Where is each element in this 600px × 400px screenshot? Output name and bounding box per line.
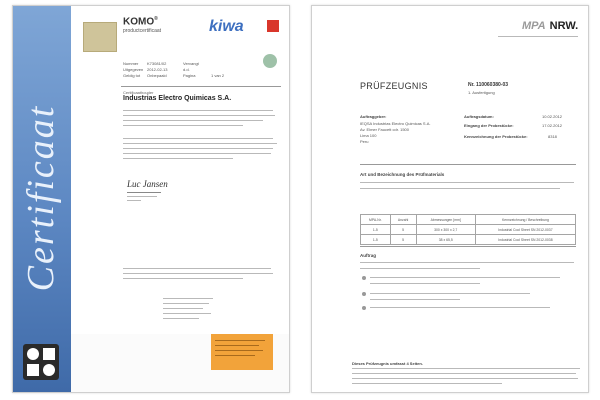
table-row: [361, 225, 576, 235]
text-line: [215, 345, 259, 346]
kiwa-logo: kiwa: [209, 18, 244, 35]
table-header: Anzahl: [390, 215, 416, 225]
logo-shape: [43, 348, 55, 360]
komo-brand-mark: ®: [154, 16, 158, 22]
table-cell: Industrial Cool Sheet SN 2012-0037: [475, 225, 575, 235]
text-line: [352, 373, 576, 374]
document-edition: 1. Ausfertigung: [468, 90, 495, 95]
table-cell: 38 x 65,5: [416, 235, 475, 245]
client-line: Lima 100: [360, 133, 377, 138]
text-line: [370, 307, 550, 308]
client-line: IEQSA Industrias Electro Quimicas S.A.: [360, 121, 431, 126]
text-line: [123, 158, 233, 159]
certificate-meta: [123, 60, 273, 78]
text-line: [123, 115, 275, 116]
text-line: [123, 120, 263, 121]
logo-shape: [27, 348, 39, 360]
text-line: [360, 182, 574, 183]
table-cell: Industrial Cool Sheet SN 2012-0038: [475, 235, 575, 245]
table-cell: 1-5: [361, 235, 391, 245]
certificate-side-band: [13, 6, 71, 392]
text-line: [123, 268, 271, 269]
table-header: Kennzeichnung / Beschreibung: [475, 215, 575, 225]
text-line: [163, 308, 203, 309]
meta-label: Vervangt: [183, 60, 199, 66]
logo-shape: [27, 364, 39, 376]
meta-value: Onbepaald: [147, 72, 167, 78]
text-line: [352, 378, 578, 379]
order-date-label: Auftragsdatum:: [464, 114, 494, 119]
text-line: [370, 277, 560, 278]
table-cell: 5: [390, 225, 416, 235]
text-line: [163, 303, 209, 304]
signature: Luc Jansen: [127, 179, 168, 189]
table-cell: 1-5: [361, 225, 391, 235]
logo-shape: [43, 364, 55, 376]
pruefzeugnis-page: [311, 5, 589, 393]
footer-note: Dieses Prüfzeugnis umfasst 4 Seiten.: [352, 361, 423, 366]
text-line: [123, 148, 273, 149]
holder-label: Certificaathouder: [123, 90, 154, 95]
text-line: [123, 138, 273, 139]
section-material-title: Art und Bezeichnung des Prüfmaterials: [360, 172, 445, 177]
client-line: Peru: [360, 139, 369, 144]
text-line: [163, 318, 199, 319]
text-line: [127, 200, 141, 201]
text-line: [215, 355, 255, 356]
certificate-hologram-icon: [83, 22, 117, 52]
table-row: [361, 235, 576, 245]
text-line: [215, 350, 263, 351]
meta-label: Geldig tot: [123, 72, 141, 78]
meta-label: Uitgegeven: [123, 66, 144, 72]
text-line: [370, 299, 460, 300]
text-line: [360, 188, 560, 189]
text-line: [123, 143, 277, 144]
client-label: Auftraggeber:: [360, 114, 387, 119]
komo-brand: [123, 16, 158, 27]
holder-name: Industrias Electro Quimicas S.A.: [123, 95, 232, 102]
text-line: [163, 313, 211, 314]
marking-label: Kennzeichnung der Probestücke:: [464, 134, 528, 139]
text-line: [123, 125, 243, 126]
meta-row: [123, 72, 273, 78]
text-line: [352, 383, 502, 384]
table-header: Abmessungen [mm]: [416, 215, 475, 225]
order-date-value: 10.02.2012: [542, 114, 563, 119]
text-line: [127, 196, 157, 197]
kiwa-flag-icon: [267, 20, 279, 32]
table-cell: 300 x 300 x 2,7: [416, 225, 475, 235]
receipt-label: Eingang der Probestücke:: [464, 123, 514, 128]
mpa-logo-left: MPA: [522, 20, 546, 32]
client-line: Av. Elmer Faucett cdr. 1500: [360, 127, 409, 132]
text-line: [352, 368, 580, 369]
komo-subtitle: productcertificaat: [123, 28, 162, 34]
meta-label: Nummer: [123, 60, 139, 66]
sample-table: [360, 214, 576, 245]
marking-value: 8318: [548, 134, 557, 139]
meta-label: d.d.: [183, 66, 190, 72]
text-line: [163, 298, 213, 299]
bullet-icon: [362, 306, 366, 310]
signature-line: [127, 192, 161, 193]
bullet-icon: [362, 292, 366, 296]
document-number: Nr. 110060380-03: [468, 82, 509, 88]
document-title: PRÜFZEUGNIS: [360, 81, 428, 91]
table-header-row: [361, 215, 576, 225]
mpa-logo-right: NRW.: [549, 20, 579, 32]
receipt-value: 17.02.2012: [542, 123, 563, 128]
text-line: [360, 262, 574, 263]
text-line: [123, 278, 243, 279]
table-cell: 5: [390, 235, 416, 245]
certificate-orange-box: [211, 334, 273, 370]
table-header: MPA-Nr.: [361, 215, 391, 225]
text-line: [370, 293, 530, 294]
text-line: [123, 110, 273, 111]
meta-value: 1 van 2: [211, 72, 225, 78]
meta-value: 2012-02-13: [147, 66, 168, 72]
text-line: [123, 273, 273, 274]
komo-quality-mark-icon: [23, 344, 59, 380]
mpa-nrw-logo: [522, 20, 578, 32]
text-line: [360, 268, 480, 269]
section-order-title: Auftrag: [360, 253, 376, 258]
divider: [360, 164, 576, 165]
komo-brand-text: KOMO: [123, 16, 155, 28]
divider: [121, 86, 281, 87]
certificate-page: [12, 5, 290, 393]
divider: [360, 246, 576, 247]
text-line: [215, 340, 265, 341]
meta-label: Pagina: [183, 72, 196, 78]
bullet-icon: [362, 276, 366, 280]
certificate-vertical-word: Certificaat: [20, 104, 62, 292]
text-line: [498, 36, 578, 37]
text-line: [123, 153, 271, 154]
text-line: [370, 283, 480, 284]
meta-value: K73081/02: [147, 60, 167, 66]
